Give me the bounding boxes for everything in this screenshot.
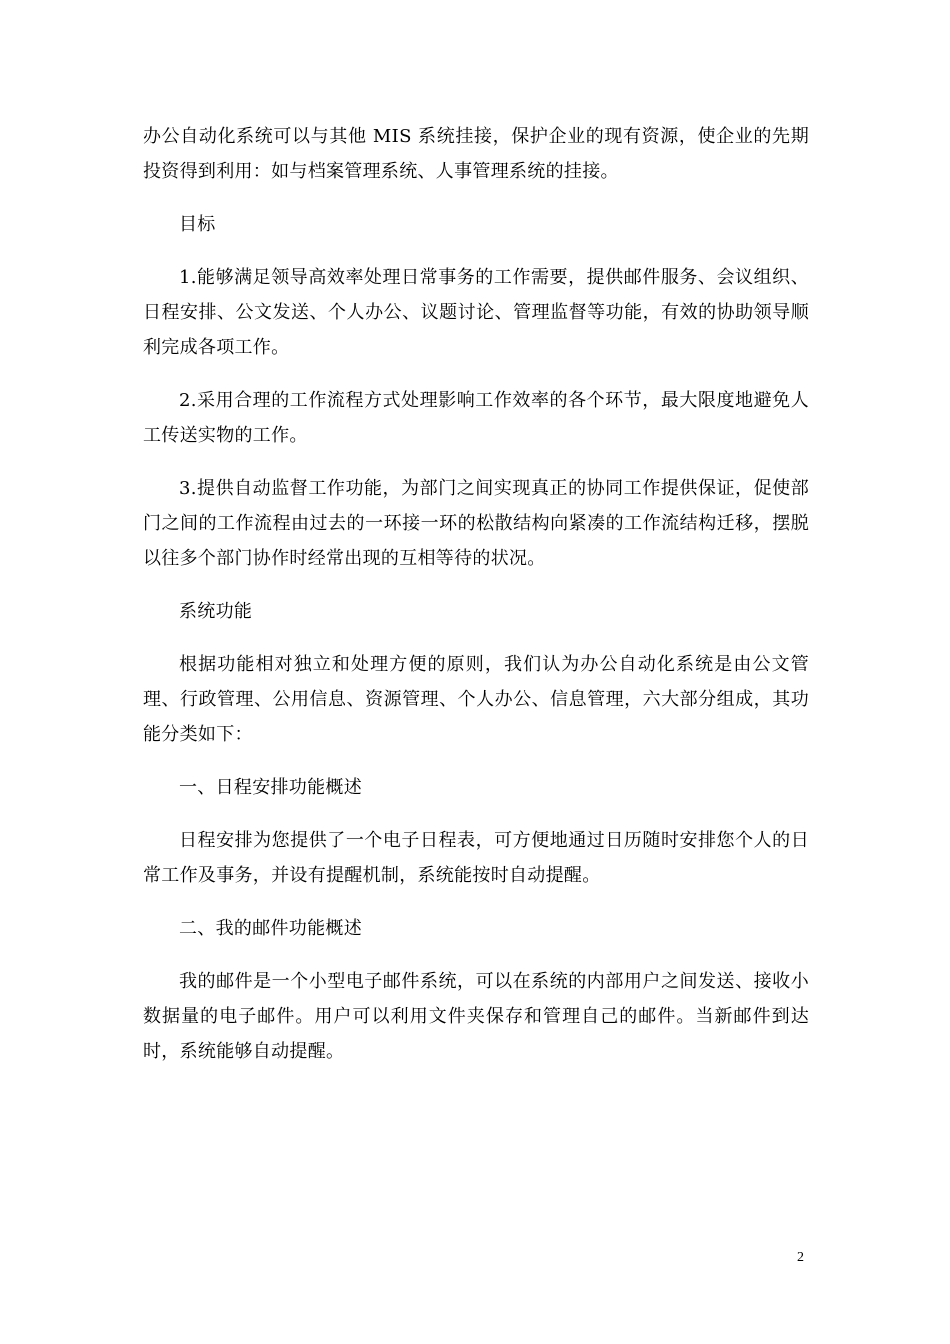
- heading-schedule: 一、日程安排功能概述: [179, 777, 362, 798]
- document-body: [143, 119, 809, 1069]
- heading-goals: 目标: [179, 214, 216, 235]
- paragraph-goal-2: 2.采用合理的工作流程方式处理影响工作效率的各个环节，最大限度地避免人工传送实物的工作。: [143, 390, 809, 446]
- heading-system-functions: 系统功能: [179, 601, 253, 622]
- paragraph-goal-1: 1.能够满足领导高效率处理日常事务的工作需要，提供邮件服务、会议组织、日程安排、公文发送、个人办公、议题讨论、管理监督等功能，有效的协助领导顺利完成各项工作。: [143, 267, 809, 358]
- paragraph-function-overview: 根据功能相对独立和处理方便的原则，我们认为办公自动化系统是由公文管理、行政管理、公用信息、资源管理、个人办公、信息管理，六大部分组成，其功能分类如下：: [143, 654, 809, 745]
- paragraph-goal-3: 3.提供自动监督工作功能，为部门之间实现真正的协同工作提供保证，促使部门之间的工作流程由过去的一环接一环的松散结构向紧凑的工作流结构迁移，摆脱以往多个部门协作时经常出现的互相等待的状况。: [143, 478, 809, 569]
- page-number: 2: [797, 1250, 804, 1265]
- paragraph-schedule: 日程安排为您提供了一个电子日程表，可方便地通过日历随时安排您个人的日常工作及事务，并设有提醒机制，系统能按时自动提醒。: [143, 830, 809, 886]
- heading-mail: 二、我的邮件功能概述: [179, 918, 362, 939]
- paragraph-mail: 我的邮件是一个小型电子邮件系统，可以在系统的内部用户之间发送、接收小数据量的电子邮件。用户可以利用文件夹保存和管理自己的邮件。当新邮件到达时，系统能够自动提醒。: [143, 971, 809, 1062]
- paragraph-mis-integration: 办公自动化系统可以与其他 MIS 系统挂接，保护企业的现有资源，使企业的先期投资得到利用：如与档案管理系统、人事管理系统的挂接。: [143, 126, 809, 182]
